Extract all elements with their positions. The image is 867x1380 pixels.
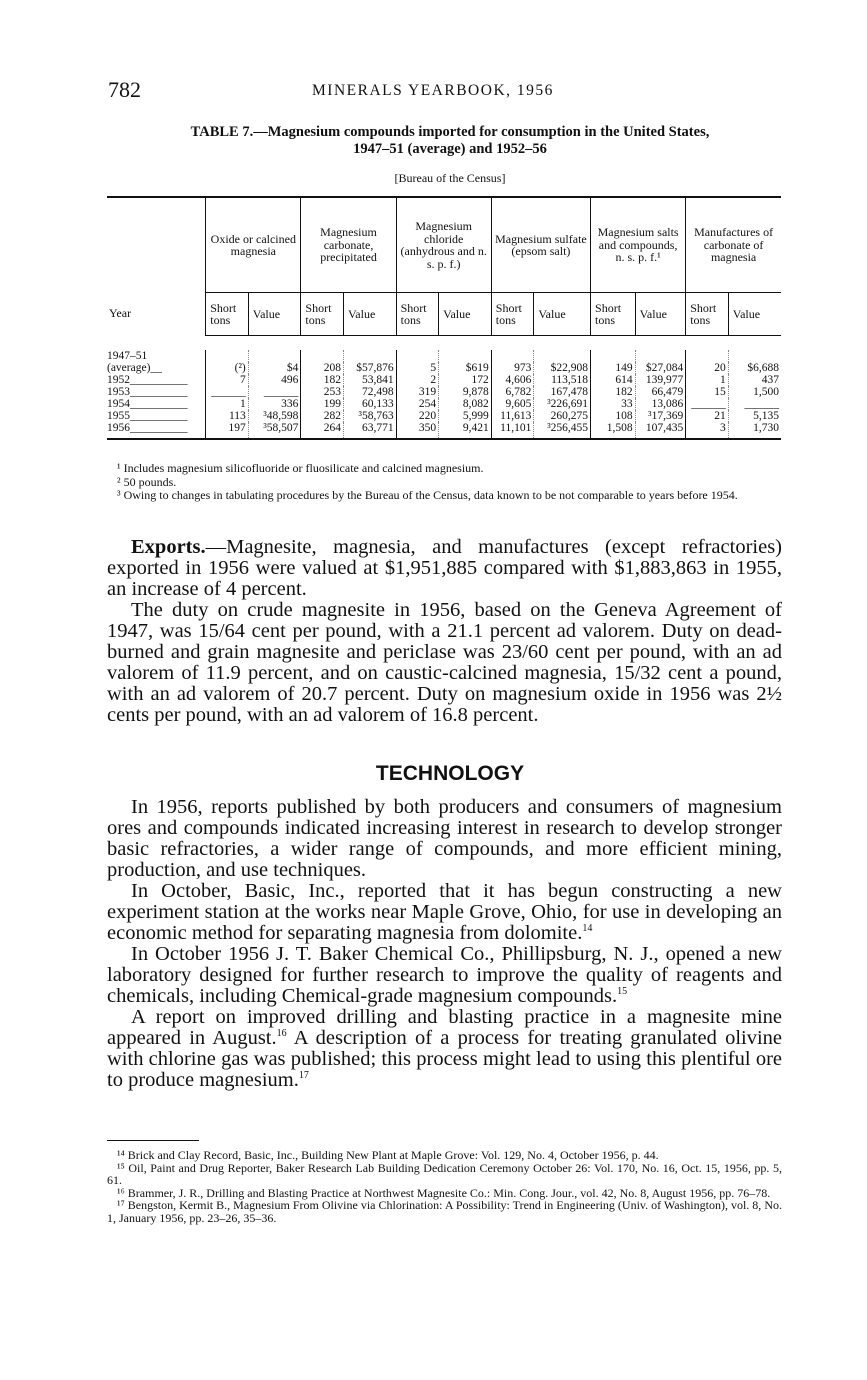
value-cell: 60,133	[343, 398, 396, 410]
short-tons-cell	[591, 350, 636, 362]
value-cell: 72,498	[343, 386, 396, 398]
short-tons-cell	[491, 350, 534, 362]
value-cell: ³226,691	[534, 398, 591, 410]
table-title-line1: TABLE 7.—Magnesium compounds imported for consumption in the United States,	[190, 124, 710, 140]
short-tons-header: Short tons	[686, 293, 729, 336]
paragraph-text: A description of a process for treating granulated olivine with chlorine gas was published; this process might lead to using this plentiful ore to produce magnesium.	[107, 1027, 782, 1091]
table-row	[107, 350, 781, 362]
group-header: Oxide or calcined magnesia	[206, 197, 301, 293]
technology-paragraph	[107, 944, 782, 1007]
table-row	[107, 410, 781, 422]
table-row	[107, 374, 781, 386]
table-title-line2: 1947–51 (average) and 1952–56	[353, 141, 547, 157]
group-header: Magnesium chloride (anhydrous and n. s. p. f.)	[396, 197, 491, 293]
duty-paragraph: The duty on crude magnesite in 1956, based on the Geneva Agreement of 1947, was 15/64 cent per pound, with a 21.1 percent ad valorem. Duty on dead-burned and grain magnesite and periclase was 23/60 cent per pound, with an ad valorem of 11.9 percent, and on caustic-calcined magnesia, 15/32 cent a pound, with an ad valorem of 20.7 percent. Duty on magnesium oxide in 1956 was 2½ cents per pound, with an ad valorem of 16.8 percent.	[107, 599, 782, 726]
short-tons-cell	[301, 350, 344, 362]
short-tons-cell: 149	[591, 362, 636, 374]
value-cell: 1,500	[753, 386, 779, 398]
short-tons-cell: ______	[686, 398, 729, 410]
row-year: 1953__________	[107, 386, 206, 398]
value-cell: 167,478	[534, 386, 591, 398]
footnote-ref: 16	[276, 1028, 287, 1040]
page-footnote: ¹⁴ Brick and Clay Record, Basic, Inc., Building New Plant at Maple Grove: Vol. 129, No. 4, October 1956, p. 44.	[117, 1148, 659, 1162]
group-header: Magnesium carbonate, precipitated	[301, 197, 396, 293]
technology-paragraph	[107, 881, 782, 944]
table-footnote: ¹ Includes magnesium silicofluoride or fluosilicate and calcined magnesium.	[117, 461, 484, 475]
short-tons-cell: ______	[206, 386, 249, 398]
short-tons-cell: 33	[591, 398, 636, 410]
technology-section	[107, 797, 782, 1091]
group-header: Magnesium sulfate (epsom salt)	[491, 197, 590, 293]
value-cell: 9,421	[439, 422, 492, 439]
page-number: 782	[108, 77, 141, 102]
row-year: 1955__________	[107, 410, 206, 422]
short-tons-cell	[206, 350, 249, 362]
technology-paragraph	[107, 1007, 782, 1091]
table-source: [Bureau of the Census]	[394, 171, 506, 185]
row-year: 1954__________	[107, 398, 206, 410]
value-cell	[343, 350, 396, 362]
table-footnotes	[107, 462, 787, 503]
row-year: 1947–51	[107, 350, 206, 362]
value-cell: ³48,598	[248, 410, 301, 422]
short-tons-cell: 5	[396, 362, 439, 374]
value-header: Value	[534, 293, 591, 336]
value-cell: 5,999	[439, 410, 492, 422]
footnote-ref: 17	[298, 1070, 309, 1082]
footnote-rule	[107, 1140, 199, 1141]
value-cell	[439, 350, 492, 362]
value-cell: 53,841	[343, 374, 396, 386]
short-tons-cell: 973	[491, 362, 534, 374]
short-tons-cell: 113	[206, 410, 249, 422]
value-header: Value	[343, 293, 396, 336]
short-tons-cell: 1,508	[591, 422, 636, 439]
short-tons-cell: 108	[591, 410, 636, 422]
short-tons-cell: 7	[206, 374, 249, 386]
short-tons-cell: 199	[301, 398, 344, 410]
table-footnote: ² 50 pounds.	[117, 474, 177, 489]
short-tons-cell	[396, 350, 439, 362]
table-row	[107, 422, 781, 439]
short-tons-cell: 20	[686, 362, 729, 374]
value-cell: 107,435	[635, 422, 686, 439]
short-tons-cell	[686, 350, 729, 362]
value-cell: $6,688	[747, 362, 779, 374]
value-cell: $57,876	[343, 362, 396, 374]
short-tons-cell: 6,782	[491, 386, 534, 398]
row-year: (average)__	[107, 362, 206, 374]
value-cell: 113,518	[534, 374, 591, 386]
page-footnote: ¹⁵ Oil, Paint and Drug Reporter, Baker Research Lab Building Dedication Ceremony October 26: Vol. 170, No. 16, Oct. 15, 1956, pp. 5, 61.	[107, 1160, 782, 1187]
row-year: 1952__________	[107, 374, 206, 386]
page-footnote: ¹⁶ Brammer, J. R., Drilling and Blasting Practice at Northwest Magnesite Co.: Min. Cong. Jour., vol. 42, No. 8, August 1956, pp. 76–78.	[117, 1185, 771, 1200]
footnote-ref: 14	[582, 923, 593, 935]
value-cell: ³17,369	[635, 410, 686, 422]
value-cell	[248, 350, 301, 362]
technology-paragraph: In 1956, reports published by both producers and consumers of magnesium ores and compounds indicated increasing interest in research to develop stronger basic refractories, a wider range of compounds, and more efficient mining, production, and use techniques.	[107, 796, 782, 881]
group-header: Magnesium salts and compounds, n. s. p. f.¹	[591, 197, 686, 293]
running-head: MINERALS YEARBOOK, 1956	[312, 82, 554, 99]
value-cell: 9,878	[439, 386, 492, 398]
short-tons-cell: 21	[686, 410, 729, 422]
table-row	[107, 386, 781, 398]
short-tons-cell: 1	[206, 398, 249, 410]
short-tons-cell: (²)	[206, 362, 249, 374]
short-tons-cell: 208	[301, 362, 344, 374]
short-tons-cell: 282	[301, 410, 344, 422]
row-year: 1956__________	[107, 422, 206, 439]
short-tons-header: Short tons	[206, 293, 249, 336]
group-header: Manufactures of carbonate of magnesia	[686, 197, 781, 293]
value-cell: 496	[248, 374, 301, 386]
value-cell: $27,084	[635, 362, 686, 374]
short-tons-cell: 350	[396, 422, 439, 439]
short-tons-cell: 264	[301, 422, 344, 439]
table-row	[107, 362, 781, 374]
exports-text: —Magnesite, magnesia, and manufactures (except refractories) exported in 1956 were valued at $1,951,885 compared with $1,883,863 in 1955, an increase of 4 percent.	[107, 536, 782, 600]
short-tons-cell: 253	[301, 386, 344, 398]
value-cell	[728, 350, 781, 362]
short-tons-header: Short tons	[591, 293, 636, 336]
paragraph-text: A report on improved drilling and blasting practice in a magnesite mine appeared in August.	[107, 1006, 782, 1049]
value-cell: 13,086	[635, 398, 686, 410]
value-cell: 66,479	[635, 386, 686, 398]
table-row	[107, 398, 781, 410]
short-tons-cell: 3	[686, 422, 729, 439]
page-footnotes	[107, 1149, 782, 1224]
value-cell: 5,135	[753, 410, 779, 422]
short-tons-cell: 614	[591, 374, 636, 386]
short-tons-cell: 4,606	[491, 374, 534, 386]
value-cell	[534, 350, 591, 362]
short-tons-cell: 182	[591, 386, 636, 398]
value-cell: 139,977	[635, 374, 686, 386]
value-header: Value	[728, 293, 781, 336]
value-cell: 172	[439, 374, 492, 386]
value-cell: ______	[744, 398, 779, 410]
value-header: Value	[635, 293, 686, 336]
paragraph-text: In October 1956 J. T. Baker Chemical Co., Phillipsburg, N. J., opened a new laboratory designed for further research to improve the quality of reagents and chemicals, including Chemical-grade magnesium compounds.	[107, 943, 782, 1007]
short-tons-cell: 182	[301, 374, 344, 386]
exports-section	[107, 537, 782, 726]
value-cell: $4	[248, 362, 301, 374]
short-tons-cell: 220	[396, 410, 439, 422]
value-cell: 1,730	[728, 422, 781, 439]
year-header: Year	[107, 197, 206, 336]
exports-paragraph	[107, 537, 782, 600]
value-cell: ³58,763	[343, 410, 396, 422]
short-tons-cell: 2	[396, 374, 439, 386]
short-tons-cell: 15	[686, 386, 729, 398]
value-cell: 8,082	[439, 398, 492, 410]
short-tons-header: Short tons	[491, 293, 534, 336]
value-cell: $619	[439, 362, 492, 374]
page-footnote: ¹⁷ Bengston, Kermit B., Magnesium From Olivine via Chlorination: A Possibility: Trend in Engineering (Univ. of Washington), vol. 8, No. 1, January 1956, pp. 23–26, 35–36.	[107, 1198, 782, 1225]
exports-run-in-head: Exports.	[131, 536, 206, 558]
short-tons-cell: 197	[206, 422, 249, 439]
value-cell: 260,275	[534, 410, 591, 422]
short-tons-header: Short tons	[301, 293, 344, 336]
value-cell: 63,771	[343, 422, 396, 439]
short-tons-cell: 319	[396, 386, 439, 398]
short-tons-cell: 11,101	[491, 422, 534, 439]
technology-heading: TECHNOLOGY	[375, 762, 525, 785]
short-tons-cell: 1	[686, 374, 729, 386]
value-cell: 437	[761, 374, 779, 386]
footnote-ref: 15	[617, 986, 628, 998]
value-header: Value	[248, 293, 301, 336]
value-cell: ³58,507	[248, 422, 301, 439]
value-cell: ³256,455	[534, 422, 591, 439]
value-cell: $22,908	[534, 362, 591, 374]
value-cell: 336	[248, 398, 301, 410]
short-tons-cell: 11,613	[491, 410, 534, 422]
table-footnote: ³ Owing to changes in tabulating procedures by the Bureau of the Census, data known to be not comparable to years before 1954.	[117, 488, 738, 502]
short-tons-header: Short tons	[396, 293, 439, 336]
value-cell	[635, 350, 686, 362]
table-title	[100, 124, 800, 158]
short-tons-cell: 9,605	[491, 398, 534, 410]
imports-table	[107, 196, 781, 440]
value-cell: ______	[248, 386, 301, 398]
short-tons-cell: 254	[396, 398, 439, 410]
paragraph-text: In October, Basic, Inc., reported that it has begun constructing a new experiment station at the works near Maple Grove, Ohio, for use in developing an economic method for separating magnesia from dolomite.	[107, 880, 782, 944]
value-header: Value	[439, 293, 492, 336]
